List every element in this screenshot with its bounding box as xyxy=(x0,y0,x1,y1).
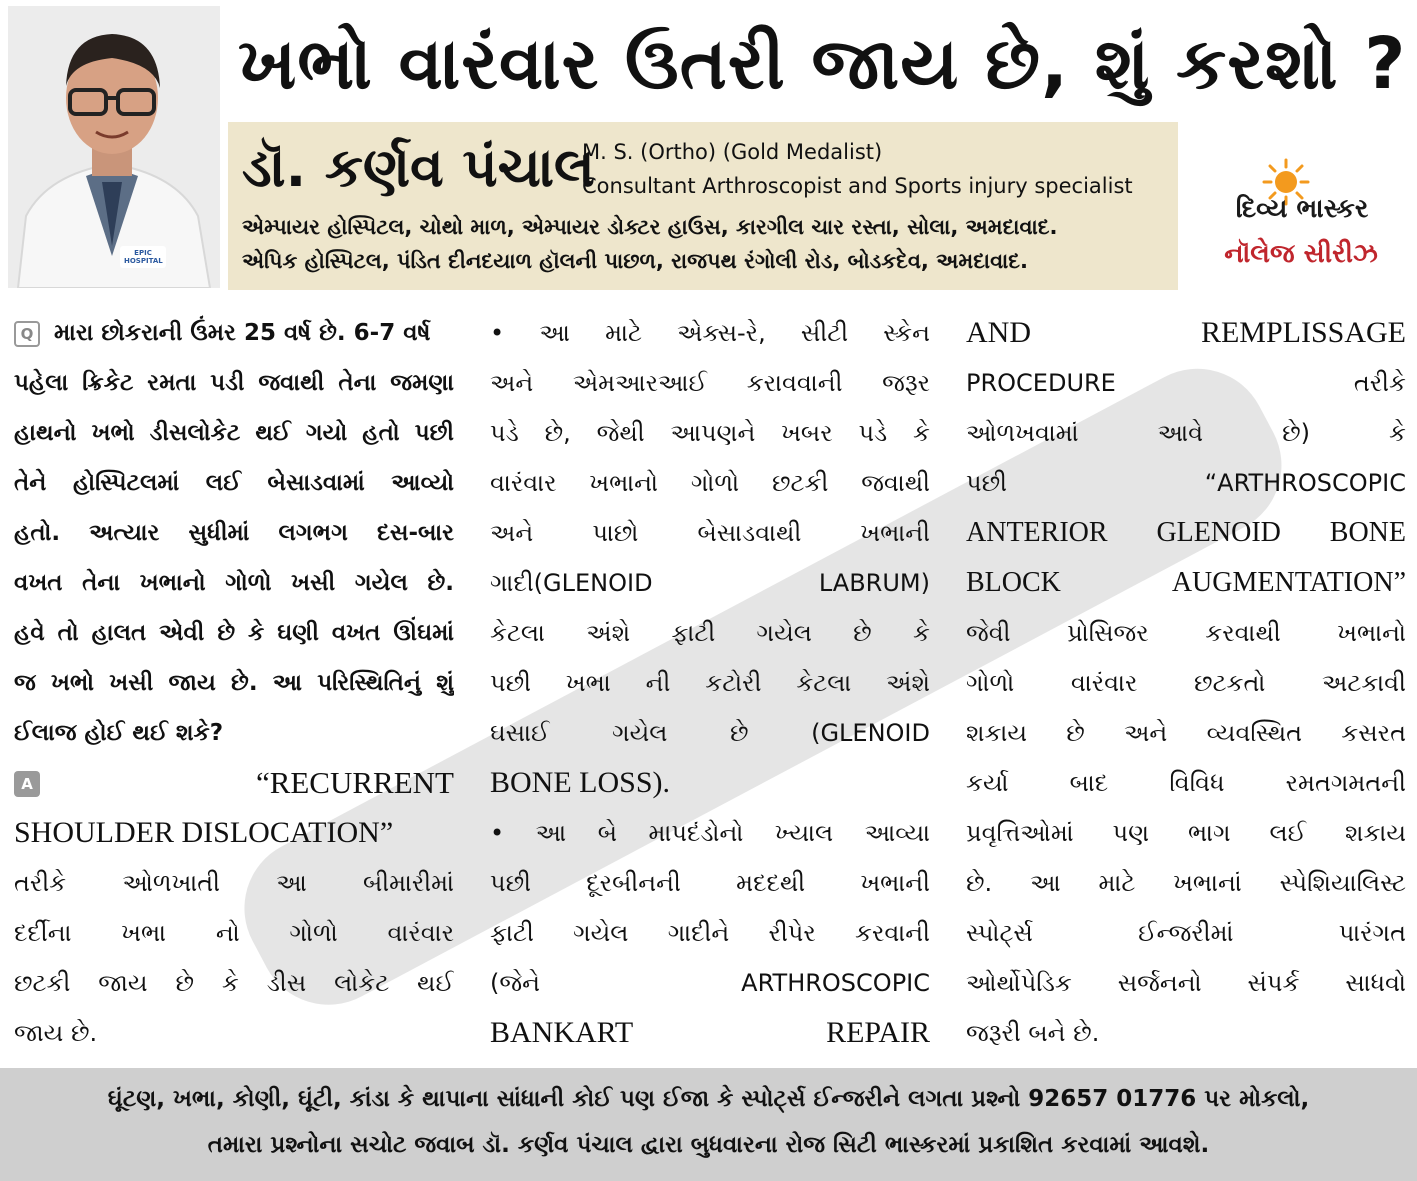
brand-series: નૉલેજ સીરીઝ xyxy=(1224,239,1378,269)
text-line: ઓર્થોપેડિક સર્જનનો સંપર્ક સાધવો xyxy=(966,969,1406,997)
question-line: ઈલાજ હોઈ થઈ શકે? xyxy=(14,720,224,746)
text-line: અને પાછો બેસાડવાથી ખભાની xyxy=(490,519,930,547)
text-line: AND REMPLISSAGE xyxy=(966,316,1406,349)
answer-line: દર્દીના ખભા નો ગોળો વારંવાર xyxy=(14,919,454,947)
text-line: શકાય છે અને વ્યવસ્થિત કસરત xyxy=(966,719,1406,747)
text-line: અને એમઆરઆઈ કરાવવાની જરૂર xyxy=(490,369,930,397)
text-line: • આ બે માપદંડોનો ખ્યાલ આવ્યા xyxy=(490,819,930,847)
doctor-qualification: M. S. (Ortho) (Gold Medalist) xyxy=(582,140,883,164)
text-line: • આ માટે એક્સ-રે, સીટી સ્કેન xyxy=(490,319,930,347)
text-line: (જેને ARTHROSCOPIC xyxy=(490,969,930,997)
text-line: કેટલા અંશે ફાટી ગયેલ છે કે xyxy=(490,619,930,647)
answer-line: છટકી જાય છે કે ડીસ લોકેટ થઈ xyxy=(14,969,454,997)
footer-line-1: ઘૂંટણ, ખભા, કોણી, ઘૂંટી, કાંડા કે થાપાના સાંધાની કોઈ પણ ઈજા કે સ્પોર્ટ્સ ઈન્જરીને લગતા પ્રશ્નો 92657 01776 પર મોકલો, xyxy=(107,1086,1310,1112)
text-line: PROCEDURE તરીકે xyxy=(966,369,1406,397)
text-line: જરૂરી બને છે. xyxy=(966,1019,1100,1047)
text-line: છે. આ માટે ખભાનાં સ્પેશિયાલિસ્ટ xyxy=(966,869,1406,897)
text-line: વારંવાર ખભાનો ગોળો છટકી જવાથી xyxy=(490,469,930,497)
text-line: જેવી પ્રોસિજર કરવાથી ખભાનો xyxy=(966,619,1406,647)
text-line: પ્રવૃત્તિઓમાં પણ ભાગ લઈ શકાય xyxy=(966,819,1406,847)
answer-line: તરીકે ઓળખાતી આ બીમારીમાં xyxy=(14,869,454,897)
text-line: ગોળો વારંવાર છટકતો અટકાવી xyxy=(966,669,1406,697)
column-answer-middle xyxy=(490,308,930,1058)
text-line: ઘસાઈ ગયેલ છે (GLENOID xyxy=(490,719,930,747)
question-line: Q મારા છોકરાની ઉંમર 25 વર્ષ છે. 6-7 વર્ષ xyxy=(14,308,454,358)
text-line: સ્પોર્ટ્સ ઈન્જરીમાં પારંગત xyxy=(966,919,1406,947)
doctor-photo xyxy=(8,6,220,288)
clinic-address-2: એપિક હોસ્પિટલ, પંડિત દીનદયાળ હૉલની પાછળ, રાજપથ રંગોલી રોડ, બોડકદેવ, અમદાવાદ. xyxy=(242,249,1029,273)
doctor-name: ડૉ. કર્ણવ પંચાલ xyxy=(242,136,595,199)
column-question xyxy=(14,308,454,1058)
text-line: ગાદી(GLENOID LABRUM) xyxy=(490,569,930,597)
text-line: પછી “ARTHROSCOPIC xyxy=(966,469,1406,497)
photo-badge: EPIC HOSPITAL xyxy=(124,249,163,265)
answer-line: A “RECURRENT xyxy=(14,758,454,808)
text-line: ફાટી ગયેલ ગાદીને રીપેર કરવાની xyxy=(490,919,930,947)
text-line: ઓળખવામાં આવે છે) કે xyxy=(966,419,1406,447)
footer-line-2: તમારા પ્રશ્નોના સચોટ જવાબ ડૉ. કર્ણવ પંચાલ દ્વારા બુધવારના રોજ સિટી ભાસ્કરમાં પ્રકાશિત કરવામાં આવશે. xyxy=(207,1132,1210,1158)
text-line: પછી ખભા ની કટોરી કેટલા અંશે xyxy=(490,669,930,697)
doctor-portrait-image xyxy=(8,6,220,288)
text-line: BANKART REPAIR xyxy=(490,1016,930,1049)
clinic-address-1: એમ્પાયર હોસ્પિટલ, ચોથો માળ, એમ્પાયર ડોક્ટર હાઉસ, કારગીલ ચાર રસ્તા, સોલા, અમદાવાદ. xyxy=(242,215,1058,239)
question-line: તેને હોસ્પિટલમાં લઈ બેસાડવામાં આવ્યો xyxy=(14,470,454,496)
question-line: પહેલા ક્રિકેટ રમતા પડી જવાથી તેના જમણા xyxy=(14,370,454,396)
question-line: વખત તેના ખભાનો ગોળો ખસી ગયેલ છે. xyxy=(14,570,454,596)
text-line: ANTERIOR GLENOID BONE xyxy=(966,517,1406,548)
article-title: ખભો વારંવાર ઉતરી જાય છે, શું કરશો ? xyxy=(238,22,1407,105)
question-line: હતો. અત્યાર સુધીમાં લગભગ દસ-બાર xyxy=(14,520,454,546)
answer-line: SHOULDER DISLOCATION” xyxy=(14,816,394,849)
text-line: BLOCK AUGMENTATION” xyxy=(966,567,1406,598)
column-answer-right xyxy=(966,308,1406,1058)
question-line: હાથનો ખભો ડીસલોકેટ થઈ ગયો હતો પછી xyxy=(14,420,454,446)
text-line: પડે છે, જેથી આપણને ખબર પડે કે xyxy=(490,419,930,447)
text-line: કર્યા બાદ વિવિધ રમતગમતની xyxy=(966,769,1406,797)
question-line: હવે તો હાલત એવી છે કે ઘણી વખત ઊંઘમાં xyxy=(14,620,454,646)
text-line: BONE LOSS). xyxy=(490,766,671,799)
answer-icon: A xyxy=(14,771,40,797)
question-icon: Q xyxy=(14,321,40,347)
question-line: જ ખભો ખસી જાય છે. આ પરિસ્થિતિનું શું xyxy=(14,670,454,696)
answer-line: જાય છે. xyxy=(14,1019,98,1047)
doctor-designation: Consultant Arthroscopist and Sports injury specialist xyxy=(582,174,1133,198)
text-line: પછી દૂરબીનની મદદથી ખભાની xyxy=(490,869,930,897)
brand-name: દિવ્ય ભાસ્કર xyxy=(1235,194,1369,224)
